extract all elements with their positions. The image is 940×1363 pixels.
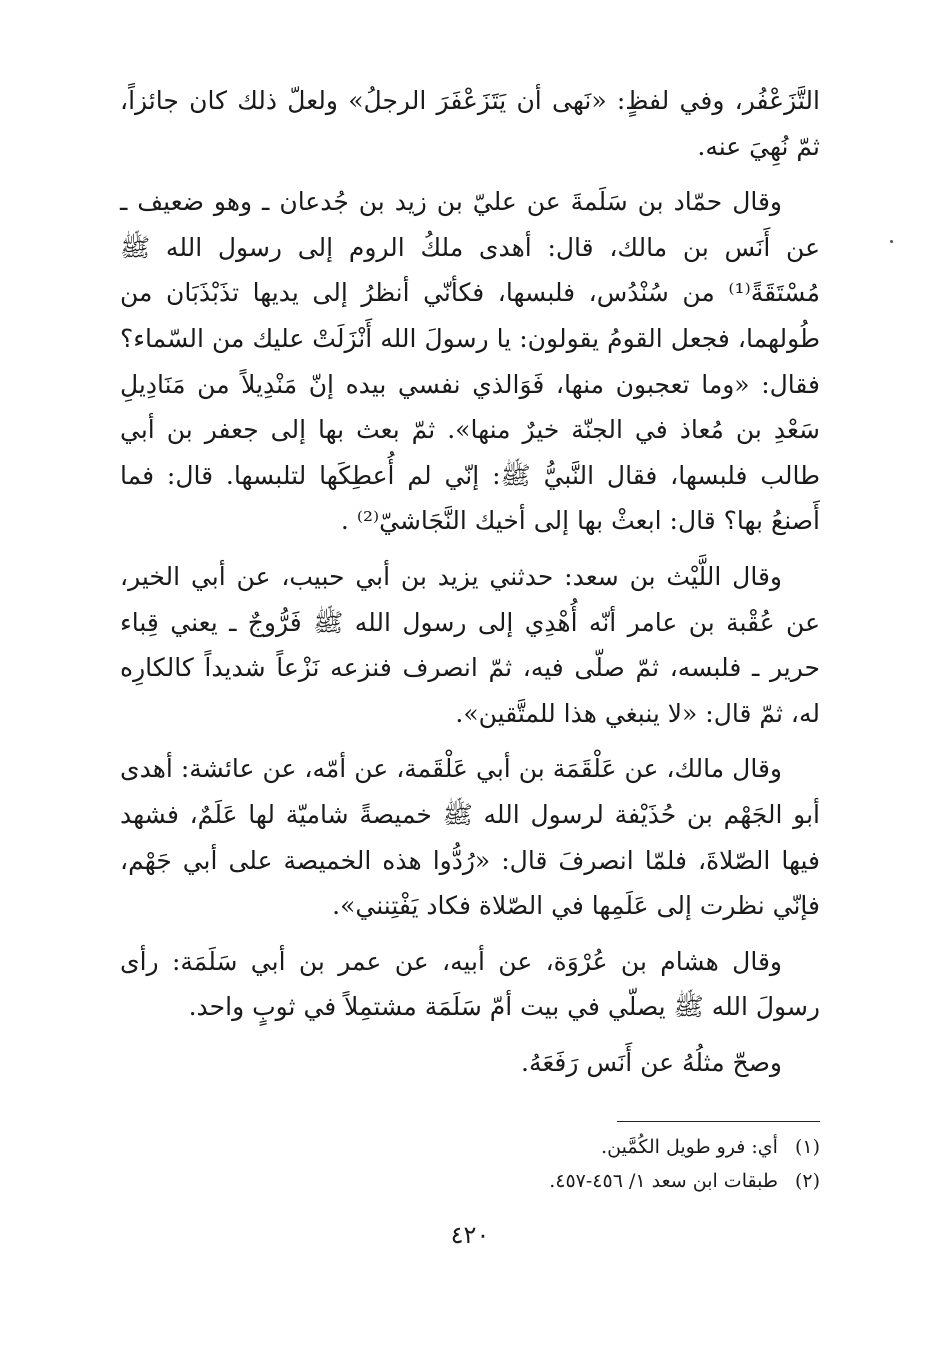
stray-dot: [890, 240, 893, 243]
footnote-text: طبقات ابن سعد ١/ ٤٥٦-٤٥٧.: [549, 1170, 778, 1192]
footnote-1: [400, 1130, 820, 1164]
paragraph-1: التَّزَعْفُر، وفي لفظٍ: «نَهى أن يَتَزَعْفَرَ الرجلُ» ولعلّ ذلك كان جائزاً، ثمّ نُهِيَ عنه.: [120, 86, 820, 161]
paragraph-6: وصحّ مثلُهُ عن أَنَس رَفَعَهُ.: [521, 1047, 782, 1077]
paragraph-4: وقال مالك، عن عَلْقَمَة بن أبي عَلْقَمة، عن أمّه، عن عائشة: أهدى أبو الجَهْم بن حُذَيْفة لرسول الله ﷺ خميصةً شاميّة لها عَلَمٌ، فشهد فيها الصّلاةَ، فلمّا انصرفَ قال: «رُدُّوا هذه الخميصة على أبي جَهْم، فإنّي نظرت إلى عَلَمِها في الصّلاة فكاد يَفْتِنني».: [120, 754, 820, 921]
paragraph-2: وقال حمّاد بن سَلَمةَ عن عليّ بن زيد بن جُدعان ـ وهو ضعيف ـ عن أَنَس بن مالك، قال: أهدى ملكُ الروم إلى رسول الله ﷺ مُسْتَقَةً⁽¹⁾ من سُنْدُس، فلبسها، فكأنّي أنظرُ إلى يديها تذَبْذَبَان من طُولهما، فجعل القومُ يقولون: يا رسولَ الله أَنْزَلَتْ عليك من السّماء؟ فقال: «وما تعجبون منها، فَوَالذي نفسي بيده إنّ مَنْدِيلاً من مَنَادِيلِ سَعْدِ بن مُعاذ في الجنّة خيرٌ منها». ثمّ بعث بها إلى جعفر بن أبي طالب فلبسها، فقال النَّبيُّ ﷺ: إنّي لم أُعطِكَها لتلبسها. قال: فما أَصنعُ بها؟ قال: ابعثْ بها إلى أخيك النَّجَاشيّ⁽²⁾ .: [120, 187, 820, 536]
paragraph-5: وقال هشام بن عُرْوَة، عن أبيه، عن عمر بن أبي سَلَمَة: رأى رسولَ الله ﷺ يصلّي في بيت أمّ سَلَمَة مشتمِلاً في ثوبٍ واحد.: [120, 946, 820, 1022]
paragraph-3: وقال اللَّيْث بن سعد: حدثني يزيد بن أبي حبيب، عن أبي الخير، عن عُقْبة بن عامر أنّه أُهْدِي إلى رسول الله ﷺ فَرُّوجٌ ـ يعني قِباء حرير ـ فلبسه، ثمّ صلّى فيه، ثمّ انصرف فنزعه نَزْعاً شديداً كالكارِه له، ثمّ قال: «لا ينبغي هذا للمتَّقين».: [120, 561, 820, 728]
footnote-number: (١): [794, 1136, 820, 1158]
page-number: ٤٢٠: [450, 1221, 490, 1249]
footnote-text: أي: فرو طويل الكُمَّين.: [601, 1136, 778, 1158]
main-text: [120, 78, 820, 1085]
footnote-divider: [617, 1121, 820, 1122]
footnote-2: [400, 1164, 820, 1198]
footnotes: [400, 1130, 820, 1198]
footnote-number: (٢): [794, 1170, 820, 1192]
